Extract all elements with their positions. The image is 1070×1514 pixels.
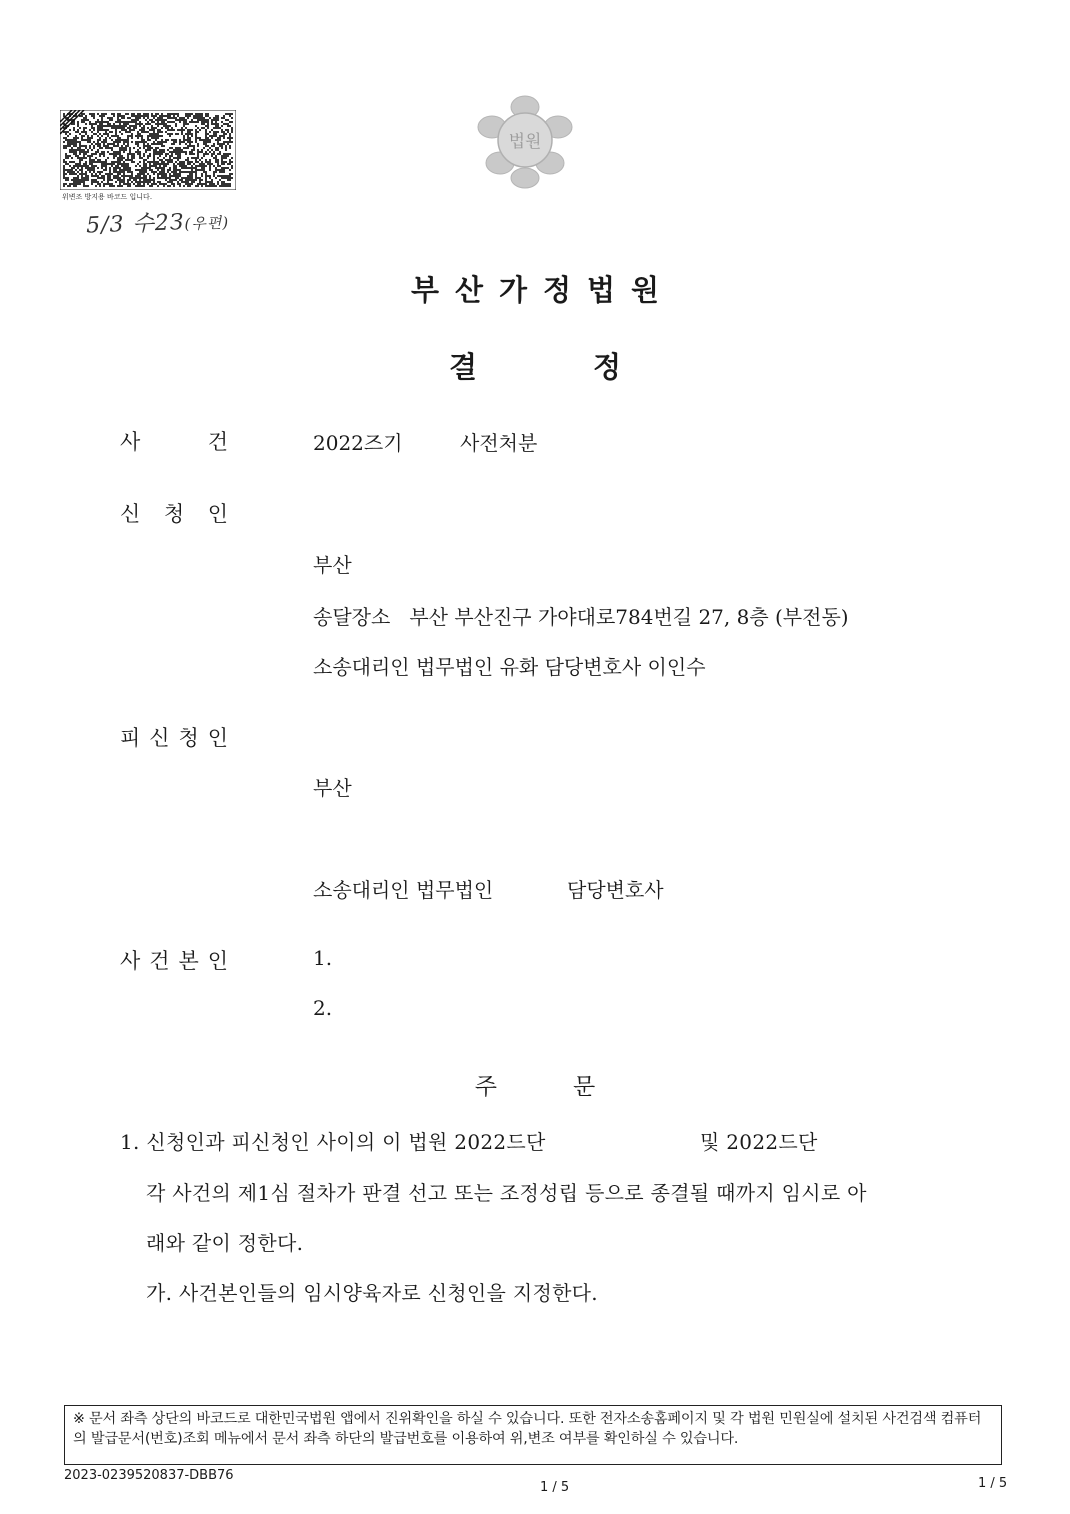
label-char: 사 [120, 949, 141, 973]
order-title-char: 주 [474, 1074, 497, 1100]
order-line-3: 래와 같이 정한다. [146, 1231, 304, 1255]
court-name-char: 원 [631, 273, 660, 307]
label-char: 피 [120, 726, 141, 750]
order-line-1a: 1. 신청인과 피신청인 사이의 이 법원 2022드단 [120, 1130, 546, 1154]
court-name-char: 산 [454, 273, 483, 307]
court-seal-icon [470, 93, 580, 193]
page-number-center: 1 / 5 [540, 1480, 570, 1495]
handwritten-note-main: 5/3 수2З [85, 210, 185, 239]
document-type-title [0, 345, 1070, 386]
respondent-label [120, 722, 228, 752]
label-char: 신 [149, 726, 170, 750]
verification-barcode [60, 110, 236, 190]
label-char: 본 [178, 949, 199, 973]
label-char: 건 [149, 949, 170, 973]
respondent-address: 부산 [313, 776, 352, 800]
issue-number: 2023-0239520837-DBB76 [64, 1468, 234, 1483]
case-number: 2022즈기 [313, 431, 403, 455]
court-name-char: 가 [498, 273, 527, 307]
case-label [120, 426, 230, 456]
label-char: 신 [120, 502, 141, 526]
label-char: 건 [207, 430, 228, 454]
principal-item-1: 1. [313, 946, 333, 970]
court-name [0, 268, 1070, 309]
court-name-char: 부 [410, 273, 439, 307]
barcode-caption: 위변조 방지용 바코드 입니다. [62, 193, 153, 201]
doc-type-char: 정 [593, 350, 622, 384]
doc-type-char: 결 [448, 350, 477, 384]
label-char: 인 [207, 949, 228, 973]
respondent-counsel-lawyer: 담당변호사 [567, 878, 664, 902]
court-name-char: 법 [587, 273, 616, 307]
handwritten-note [86, 204, 230, 240]
order-line-2: 각 사건의 제1심 절차가 판결 선고 또는 조정성립 등으로 종결될 때까지 임시로 아 [146, 1181, 867, 1205]
page-number-right: 1 / 5 [978, 1476, 1008, 1491]
order-title [0, 1068, 1070, 1101]
court-name-char: 정 [543, 273, 572, 307]
principals-label [120, 945, 228, 975]
applicant-label [120, 498, 228, 528]
principal-item-2: 2. [313, 996, 333, 1020]
label-char: 청 [178, 726, 199, 750]
handwritten-note-paren: (우편) [184, 213, 230, 234]
order-title-char: 문 [573, 1074, 596, 1100]
order-line-4: 가. 사건본인들의 임시양육자로 신청인을 지정한다. [146, 1281, 598, 1305]
label-char: 인 [207, 726, 228, 750]
order-line-1b: 및 2022드단 [700, 1130, 818, 1154]
applicant-address: 부산 [313, 553, 352, 577]
respondent-counsel-firm: 소송대리인 법무법인 [313, 878, 494, 902]
label-char: 청 [163, 502, 185, 526]
label-char: 인 [207, 502, 228, 526]
applicant-counsel: 소송대리인 법무법인 유화 담당변호사 이인수 [313, 655, 706, 679]
label-char: 사 [120, 430, 141, 454]
applicant-service-place: 송달장소 부산 부산진구 가야대로784번길 27, 8층 (부전동) [313, 605, 849, 629]
case-name: 사전처분 [460, 431, 538, 455]
verification-notice: ※ 문서 좌측 상단의 바코드로 대한민국법원 앱에서 진위확인을 하실 수 있습니다. 또한 전자소송홈페이지 및 각 법원 민원실에 설치된 사건검색 컴퓨터의 발급문서(번호)조회 메뉴에서 문서 좌측 하단의 발급번호를 이용하여 위,변조 여부를 확인하실 수 있습니다. [64, 1405, 1002, 1465]
seal-text: 법원 [508, 132, 542, 152]
